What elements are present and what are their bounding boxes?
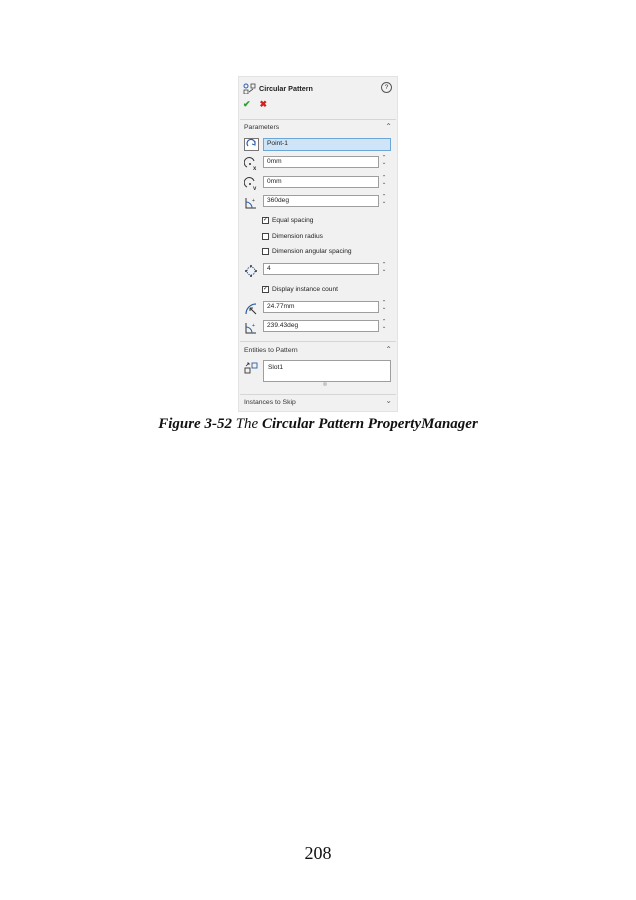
property-manager-panel xyxy=(238,76,398,412)
entities-icon xyxy=(244,362,259,375)
figure-caption xyxy=(0,416,636,433)
total-angle-field[interactable]: 360deg xyxy=(263,195,379,207)
svg-text:+: + xyxy=(252,198,255,204)
page-number: 208 xyxy=(304,843,332,863)
center-y-field[interactable]: 0mm xyxy=(263,176,379,188)
section-divider xyxy=(240,119,396,120)
instances-icon xyxy=(244,264,259,277)
display-instance-count-checkbox[interactable]: ✓ xyxy=(263,286,269,292)
instances-field[interactable]: 4 xyxy=(263,263,379,275)
chevron-up-icon[interactable]: ⌃ xyxy=(385,122,392,131)
figure-number: Figure 3-52 xyxy=(158,416,232,432)
center-angle-spinner[interactable]: ⌃ ⌄ xyxy=(381,319,387,330)
center-y-spinner[interactable]: ⌃ ⌄ xyxy=(381,175,387,186)
chevron-up-icon[interactable]: ⌃ xyxy=(385,345,392,354)
panel-title: Circular Pattern xyxy=(259,83,313,93)
caption-mid-text: The xyxy=(231,416,262,432)
total-angle-spinner[interactable]: ⌃ ⌄ xyxy=(381,194,387,205)
center-y-icon xyxy=(244,177,259,190)
dimension-radius-checkbox[interactable] xyxy=(262,233,269,240)
center-angle-icon xyxy=(244,321,259,334)
ok-cancel-row xyxy=(243,99,267,110)
entity-item[interactable]: Slot1 xyxy=(268,364,284,371)
ok-button[interactable]: ✔ xyxy=(243,99,251,109)
equal-spacing-label: Equal spacing xyxy=(272,217,314,224)
parameters-header[interactable]: Parameters xyxy=(244,124,280,131)
angle-icon xyxy=(244,196,259,209)
entities-header[interactable]: Entities to Pattern xyxy=(244,347,298,354)
cancel-button[interactable]: ✖ xyxy=(259,99,268,109)
dimension-angular-checkbox[interactable] xyxy=(262,248,269,255)
center-angle-field[interactable]: 239.43deg xyxy=(263,320,379,332)
radius-icon xyxy=(244,302,259,315)
chevron-down-icon[interactable]: ⌄ xyxy=(385,396,392,405)
help-icon[interactable]: ? xyxy=(381,82,392,93)
dimension-angular-option[interactable] xyxy=(262,248,352,255)
equal-spacing-option[interactable] xyxy=(262,217,313,224)
axis-direction-icon[interactable] xyxy=(244,138,259,151)
center-x-icon xyxy=(244,157,259,170)
entities-list[interactable] xyxy=(263,360,391,382)
svg-text:+: + xyxy=(252,323,255,329)
display-instance-count-option[interactable] xyxy=(262,286,338,293)
center-x-spinner[interactable]: ⌃ ⌄ xyxy=(381,155,387,166)
equal-spacing-checkbox[interactable]: ✓ xyxy=(263,217,269,223)
dimension-radius-label: Dimension radius xyxy=(272,233,323,240)
section-divider xyxy=(240,394,396,395)
svg-text:y: y xyxy=(253,186,257,190)
svg-text:x: x xyxy=(253,166,257,170)
section-divider xyxy=(240,341,396,342)
radius-field[interactable]: 24.77mm xyxy=(263,301,379,313)
title-row xyxy=(243,82,313,94)
circular-pattern-icon xyxy=(243,83,256,94)
radius-spinner[interactable]: ⌃ ⌄ xyxy=(381,300,387,311)
center-x-field[interactable]: 0mm xyxy=(263,156,379,168)
resize-handle[interactable] xyxy=(323,382,327,386)
instances-spinner[interactable]: ⌃ ⌄ xyxy=(381,262,387,273)
pattern-axis-field[interactable]: Point-1 xyxy=(263,138,391,151)
dimension-radius-option[interactable] xyxy=(262,233,323,240)
dimension-angular-label: Dimension angular spacing xyxy=(272,248,352,255)
instances-to-skip-header[interactable]: Instances to Skip xyxy=(244,399,296,406)
display-instance-count-label: Display instance count xyxy=(272,286,338,293)
caption-name: Circular Pattern PropertyManager xyxy=(261,416,478,432)
